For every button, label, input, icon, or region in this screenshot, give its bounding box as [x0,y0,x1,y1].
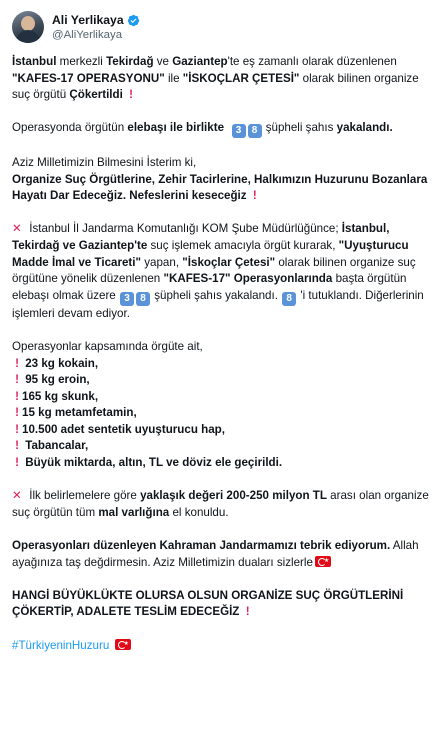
text-span: yakalandı. [336,121,393,135]
seizure-item [12,372,434,389]
paragraph-6 [12,488,434,521]
text-span: İstanbul, Tekirdağ ve Gaziantep'te [12,222,390,252]
text-span: ile [164,71,183,85]
keycap-8-icon: 8 [136,292,150,306]
text-span: merkezli [56,55,107,68]
text-span: yaklaşık değeri 200-250 milyon TL [140,489,327,503]
text-span: HANGİ BÜYÜKLÜKTE OLURSA OLSUN ORGANİZE SUÇ ÖRGÜTLERİNİ ÇÖKERTİP, ADALETE TESLİM EDECEĞİZ [12,588,404,619]
turkey-flag-icon [115,639,131,650]
cross-mark-icon: ✕ [12,489,22,503]
text-span: Organize Suç Örgütlerine, Zehir Tacirlerine, Halkımızın Huzurunu Bozanlara Hayatı Dar Edeceğiz. Nefeslerini keseceğiz [12,172,428,203]
text-span: mal varlığına [98,505,170,519]
text-operation-name: "KAFES-17 OPERASYONU" [12,71,165,85]
text-span: Aziz Milletimizin Bilmesini İsterim ki, [12,155,197,169]
tweet-header [12,10,434,44]
text-span: olarak bilinen organize suç örgütüne yönelik düzenlenen [12,255,416,286]
exclamation-icon: ! [15,406,19,420]
exclamation-icon: ! [245,605,250,619]
paragraph-8 [12,588,434,621]
seizure-item-text: Büyük miktarda, altın, TL ve döviz ele geçirildi. [22,456,283,470]
hashtag-link[interactable]: #TürkiyeninHuzuru [12,638,110,652]
exclamation-icon: ! [15,422,19,436]
seizure-intro: Operasyonlar kapsamında örgüte ait, [12,339,203,353]
paragraph-1 [12,54,434,104]
text-span: İlk belirlemelere göre [26,489,141,503]
paragraph-5 [12,339,434,472]
text-span: Operasyonda örgütün [12,121,128,135]
exclamation-icon: ! [252,189,257,203]
text-span: suç işlemek amacıyla örgüt kurarak, [147,238,339,252]
seizure-item-text: 23 kg kokain, [22,356,99,370]
keycap-8-icon: 8 [282,292,296,306]
seizure-item [12,356,434,373]
text-gang-name: "İSKOÇLAR ÇETESİ" [182,71,300,85]
name-row [52,13,140,28]
seizure-item [12,455,434,472]
text-span: arası olan organize suç örgütün tüm [12,489,429,519]
paragraph-9 [12,638,434,655]
turkey-flag-icon [315,556,331,567]
paragraph-3 [12,155,434,205]
text-istanbul: İstanbul [12,55,57,68]
text-span: "KAFES-17" Operasyonlarında [163,272,333,286]
exclamation-icon: ! [15,373,19,387]
text-span: Allah ayağınıza taş değdirmesin. Aziz Milletimizin duaları sizlerle [12,539,419,569]
keycap-3-icon: 3 [232,124,246,138]
paragraph-7 [12,538,434,571]
text-span: el konuldu. [169,505,229,519]
author-info [52,13,140,42]
avatar[interactable] [12,11,44,43]
seizure-item [12,422,434,439]
text-span: "Uyuşturucu Madde İmal ve Ticareti" [12,238,409,269]
text-span: başta örgütün elebaşı olmak üzere [12,272,407,302]
text-span: elebaşı ile birlikte [127,121,225,135]
paragraph-4 [12,221,434,322]
seizure-item-text: 95 kg eroin, [22,373,90,387]
text-span: şüpheli şahıs [262,121,337,135]
seizure-item [12,389,434,406]
paragraph-2 [12,120,434,138]
text-span: "İskoçlar Çetesi" [182,255,276,269]
seizure-item-text: 10.500 adet sentetik uyuşturucu hap, [22,422,225,436]
text-span: olarak bilinen organize suç örgütü [12,71,419,102]
seizure-item [12,438,434,455]
text-tekirdag: Tekirdağ [106,55,154,68]
text-gaziantep: Gaziantep [172,55,228,68]
text-span: ve [153,55,173,68]
text-span: yapan, [141,255,183,269]
text-span: 'te eş zamanlı olarak düzenlenen [227,55,397,68]
seizure-item-text: 15 kg metamfetamin, [22,406,137,420]
text-span: Operasyonları düzenleyen Kahraman Jandarmamızı tebrik ediyorum. [12,539,391,553]
exclamation-icon: ! [15,356,19,370]
handle[interactable]: @AliYerlikaya [52,28,123,41]
text-span: şüpheli şahıs yakalandı. [150,288,282,302]
text-span: 'i tutuklandı. Diğerlerinin işlemleri devam ediyor. [12,288,424,320]
cross-mark-icon: ✕ [12,222,22,236]
exclamation-icon: ! [15,389,19,403]
keycap-3-icon: 3 [120,292,134,306]
display-name[interactable]: Ali Yerlikaya [52,12,124,27]
keycap-8-icon: 8 [248,124,262,138]
text-cokertildi: Çökertildi [69,88,123,102]
exclamation-icon: ! [129,88,133,102]
verified-badge-icon [127,14,140,27]
seizure-item-text: 165 kg skunk, [22,389,99,403]
seizure-item-text: Tabancalar, [22,439,89,453]
seizure-item [12,405,434,422]
exclamation-icon: ! [15,456,19,470]
tweet-text [12,54,434,654]
text-span: İstanbul İl Jandarma Komutanlığı KOM Şube Müdürlüğünce; [26,222,342,236]
exclamation-icon: ! [15,439,19,453]
